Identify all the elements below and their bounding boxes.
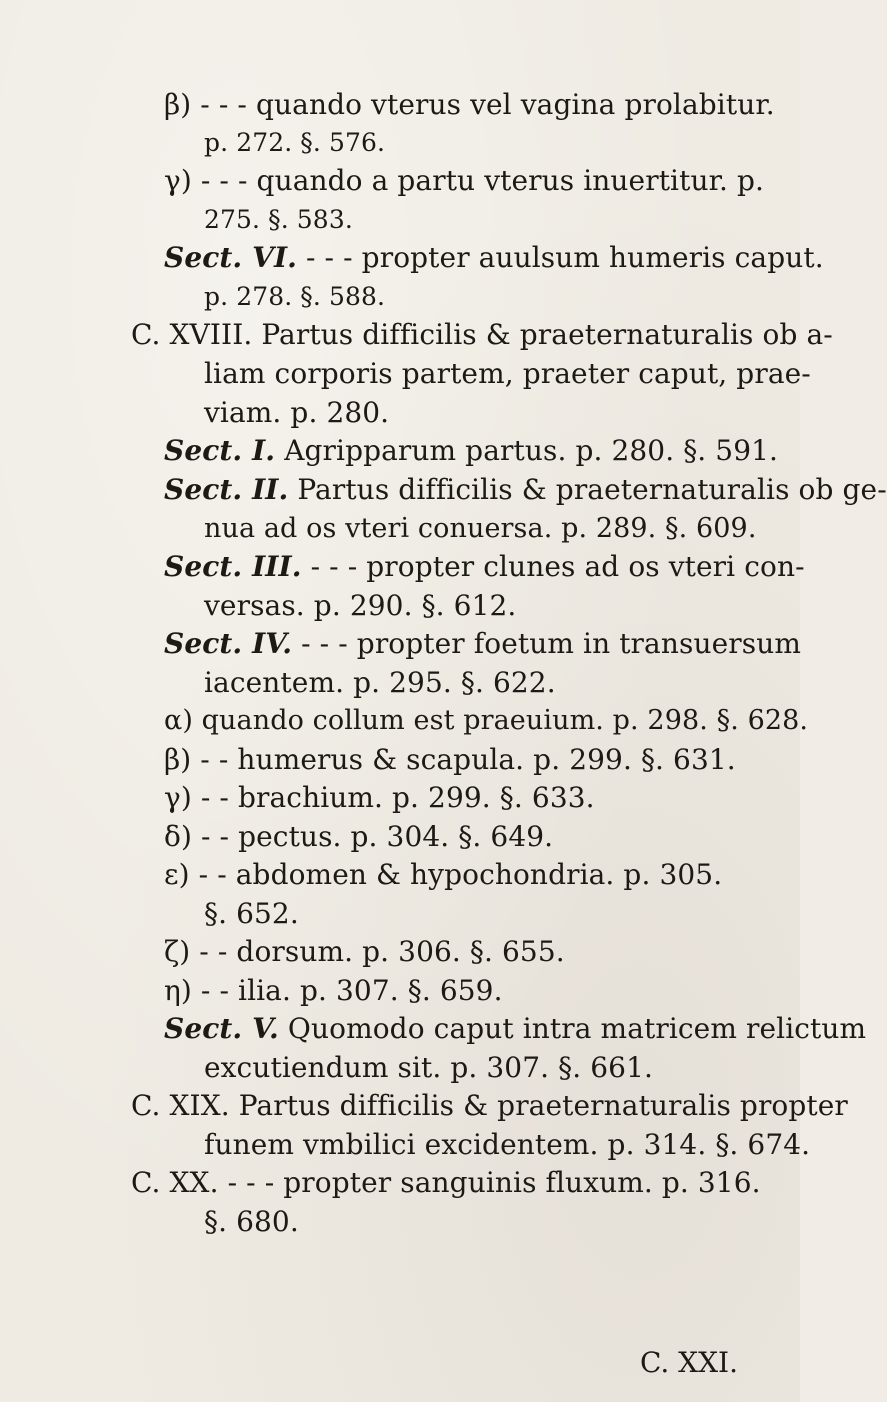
section-label: Sect. VI. bbox=[164, 241, 297, 274]
toc-line-15: Sect. IV. - - - propter foetum in transuersum bbox=[164, 627, 801, 660]
catchword: C. XXI. bbox=[639, 1346, 738, 1379]
toc-line-16: iacentem. p. 295. §. 622. bbox=[204, 666, 556, 699]
toc-line-30: §. 680. bbox=[204, 1205, 299, 1238]
toc-line-3: γ) - - - quando a partu vterus inuertitur. p. bbox=[164, 164, 765, 197]
section-label: Sect. IV. bbox=[164, 627, 293, 660]
toc-line-26: excutiendum sit. p. 307. §. 661. bbox=[204, 1051, 653, 1084]
toc-line-1: β) - - - quando vterus vel vagina prolabitur. bbox=[164, 88, 775, 121]
chapter-heading-19: C. XIX. Partus difficilis & praeternaturalis propter bbox=[131, 1089, 848, 1122]
section-label: Sect. V. bbox=[164, 1012, 279, 1045]
section-label: Sect. II. bbox=[164, 473, 289, 506]
toc-line-23: ζ) - - dorsum. p. 306. §. 655. bbox=[164, 935, 565, 968]
toc-line-8: liam corporis partem, praeter caput, prae- bbox=[204, 357, 811, 390]
section-label: Sect. III. bbox=[164, 550, 302, 583]
toc-line-22: §. 652. bbox=[204, 897, 299, 930]
toc-line-20: δ) - - pectus. p. 304. §. 649. bbox=[164, 820, 554, 853]
toc-line-18: β) - - humerus & scapula. p. 299. §. 631. bbox=[164, 743, 736, 776]
toc-line-10: Sect. I. Agripparum partus. p. 280. §. 591. bbox=[164, 434, 779, 467]
toc-line-21: ε) - - abdomen & hypochondria. p. 305. bbox=[164, 858, 723, 891]
chapter-heading-20: C. XX. - - - propter sanguinis fluxum. p. 316. bbox=[131, 1166, 761, 1199]
toc-line-11: Sect. II. Partus difficilis & praeternaturalis ob ge- bbox=[164, 473, 887, 506]
toc-line-2: p. 272. §. 576. bbox=[204, 128, 386, 157]
toc-line-6: p. 278. §. 588. bbox=[204, 282, 386, 311]
toc-line-12: nua ad os vteri conuersa. p. 289. §. 609. bbox=[204, 513, 757, 544]
toc-line-25: Sect. V. Quomodo caput intra matricem relictum bbox=[164, 1012, 867, 1045]
chapter-heading-18: C. XVIII. Partus difficilis & praeternaturalis ob a- bbox=[131, 318, 833, 351]
section-label: Sect. I. bbox=[164, 434, 276, 467]
toc-line-28: funem vmbilici excidentem. p. 314. §. 674. bbox=[204, 1128, 811, 1161]
toc-line-14: versas. p. 290. §. 612. bbox=[204, 589, 517, 622]
toc-line-19: γ) - - brachium. p. 299. §. 633. bbox=[164, 781, 595, 814]
toc-line-17: α) quando collum est praeuium. p. 298. §. 628. bbox=[164, 705, 809, 736]
toc-line-5: Sect. VI. - - - propter auulsum humeris caput. bbox=[164, 241, 824, 274]
toc-line-4: 275. §. 583. bbox=[204, 205, 353, 234]
toc-line-13: Sect. III. - - - propter clunes ad os vteri con- bbox=[164, 550, 805, 583]
toc-line-24: η) - - ilia. p. 307. §. 659. bbox=[164, 974, 503, 1007]
toc-line-9: viam. p. 280. bbox=[204, 396, 390, 429]
